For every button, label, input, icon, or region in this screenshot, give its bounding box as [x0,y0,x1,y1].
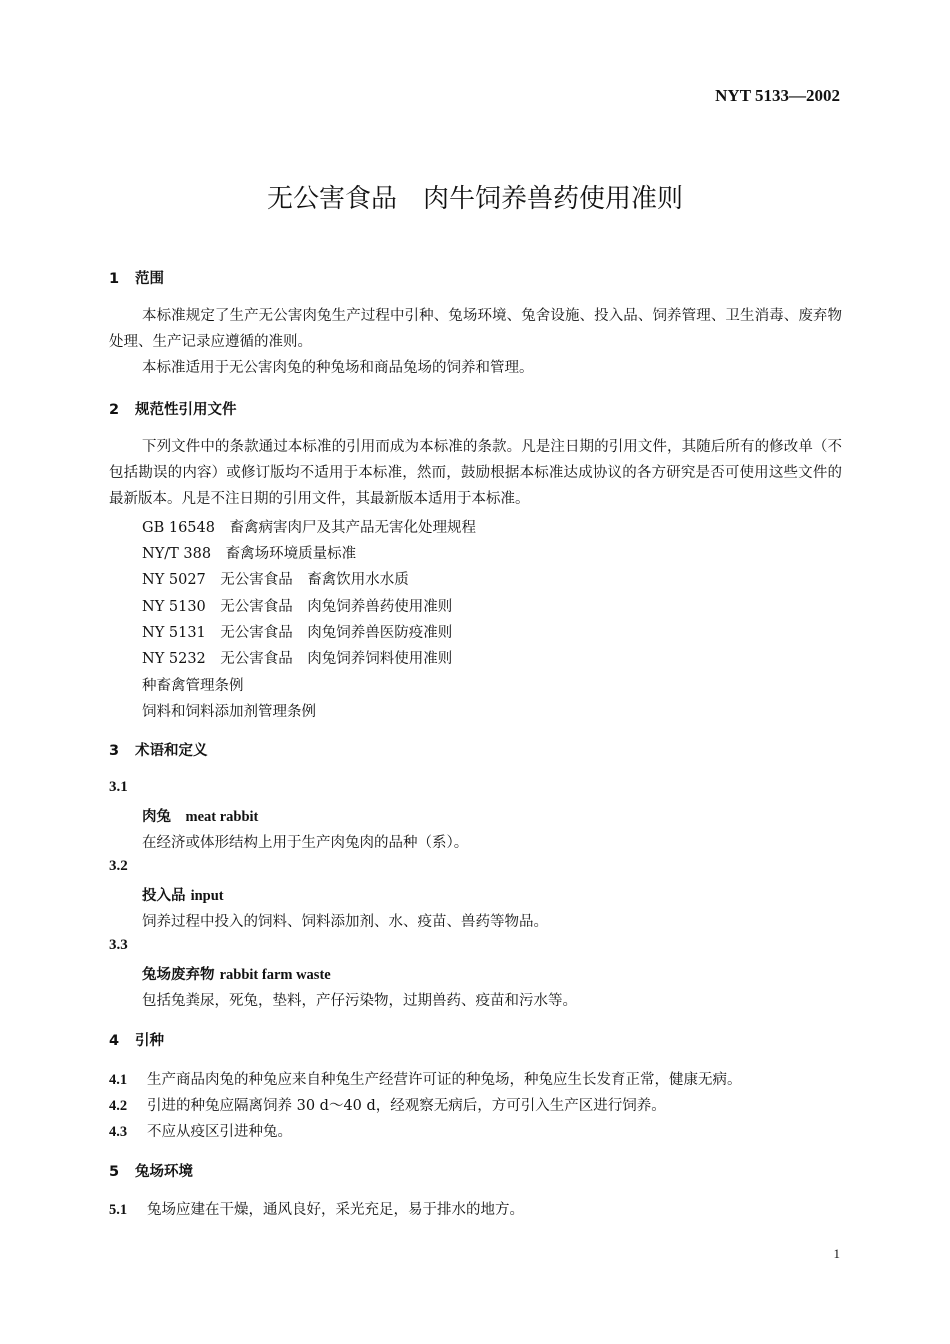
clause-item [109,1068,742,1089]
document-title: 无公害食品 肉牛饲养兽药使用准则 [266,184,683,214]
section-title: 术语和定义 [135,743,208,759]
clause-item [109,1120,292,1141]
clause-text: 不应从疫区引进种兔。 [147,1124,292,1140]
term-name [142,963,331,984]
section-title: 规范性引用文件 [135,402,237,418]
section-4-heading [109,1029,164,1050]
reference-item: 种畜禽管理条例 [142,678,244,694]
section-1-heading [109,267,164,288]
section-number: 5 [109,1164,120,1180]
reference-item: NY 5027 无公害食品 畜禽饮用水水质 [142,572,409,588]
section-2-heading [109,398,237,419]
term-definition: 饲养过程中投入的饲料、饲料添加剂、水、疫苗、兽药等物品。 [142,914,548,930]
section-number: 3 [109,743,120,759]
section-title: 引种 [135,1033,164,1049]
clause-item [109,1094,666,1115]
term-cn: 兔场废弃物 [142,966,215,983]
clause-text: 引进的种兔应隔离饲养 30 d～40 d，经观察无病后，方可引入生产区进行饲养。 [147,1098,666,1114]
section-5-heading [109,1160,193,1181]
section-title: 兔场环境 [135,1164,193,1180]
section-1-paragraph-2: 本标准适用于无公害肉兔的种兔场和商品兔场的饲养和管理。 [142,360,534,376]
reference-item: GB 16548 畜禽病害肉尸及其产品无害化处理规程 [142,520,476,536]
page-number: 1 [833,1246,840,1261]
standard-code: NYT 5133—2002 [715,86,840,105]
term-name [142,805,258,826]
term-en: rabbit farm waste [219,967,331,983]
term-cn: 肉兔 [142,808,171,825]
reference-item: NY 5131 无公害食品 肉兔饲养兽医防疫准则 [142,625,453,641]
term-en: meat rabbit [185,809,259,825]
reference-item: NY/T 388 畜禽场环境质量标准 [142,546,357,562]
term-name [142,884,224,905]
section-number: 2 [109,402,120,418]
clause-number: 4.2 [109,1098,128,1114]
term-cn: 投入品 [142,887,186,904]
clause-number: 4.3 [109,1124,128,1140]
term-definition: 包括兔粪尿，死兔，垫料，产仔污染物，过期兽药、疫苗和污水等。 [142,993,577,1009]
clause-text: 生产商品肉兔的种兔应来自种兔生产经营许可证的种兔场，种兔应生长发育正常，健康无病。 [147,1072,742,1088]
reference-item: NY 5130 无公害食品 肉兔饲养兽药使用准则 [142,599,453,615]
section-number: 4 [109,1033,120,1049]
section-1-paragraph-1: 本标准规定了生产无公害肉兔生产过程中引种、兔场环境、兔舍设施、投入品、饲养管理、卫生消毒、废弃物处理、生产记录应遵循的准则。 [109,308,842,350]
clause-item [109,1198,524,1219]
section-number: 1 [109,271,120,287]
section-3-heading [109,739,208,760]
clause-text: 兔场应建在干燥，通风良好，采光充足，易于排水的地方。 [147,1202,524,1218]
term-separator [171,808,186,825]
clause-number: 5.1 [109,1202,128,1218]
term-en: input [190,888,224,904]
term-number: 3.2 [109,858,128,874]
term-number: 3.3 [109,937,128,953]
section-2-paragraph-1: 下列文件中的条款通过本标准的引用而成为本标准的条款。凡是注日期的引用文件，其随后所有的修改单（不包括勘误的内容）或修订版均不适用于本标准，然而，鼓励根据本标准达成协议的各方研究是否可使用这些文件的最新版本。凡是不注日期的引用文件，其最新版本适用于本标准。 [109,439,842,507]
term-number: 3.1 [109,779,128,795]
reference-item: 饲料和饲料添加剂管理条例 [142,704,316,720]
section-title: 范围 [135,271,164,287]
clause-number: 4.1 [109,1072,128,1088]
term-definition: 在经济或体形结构上用于生产肉兔肉的品种（系）。 [142,835,469,851]
reference-item: NY 5232 无公害食品 肉兔饲养饲料使用准则 [142,651,453,667]
